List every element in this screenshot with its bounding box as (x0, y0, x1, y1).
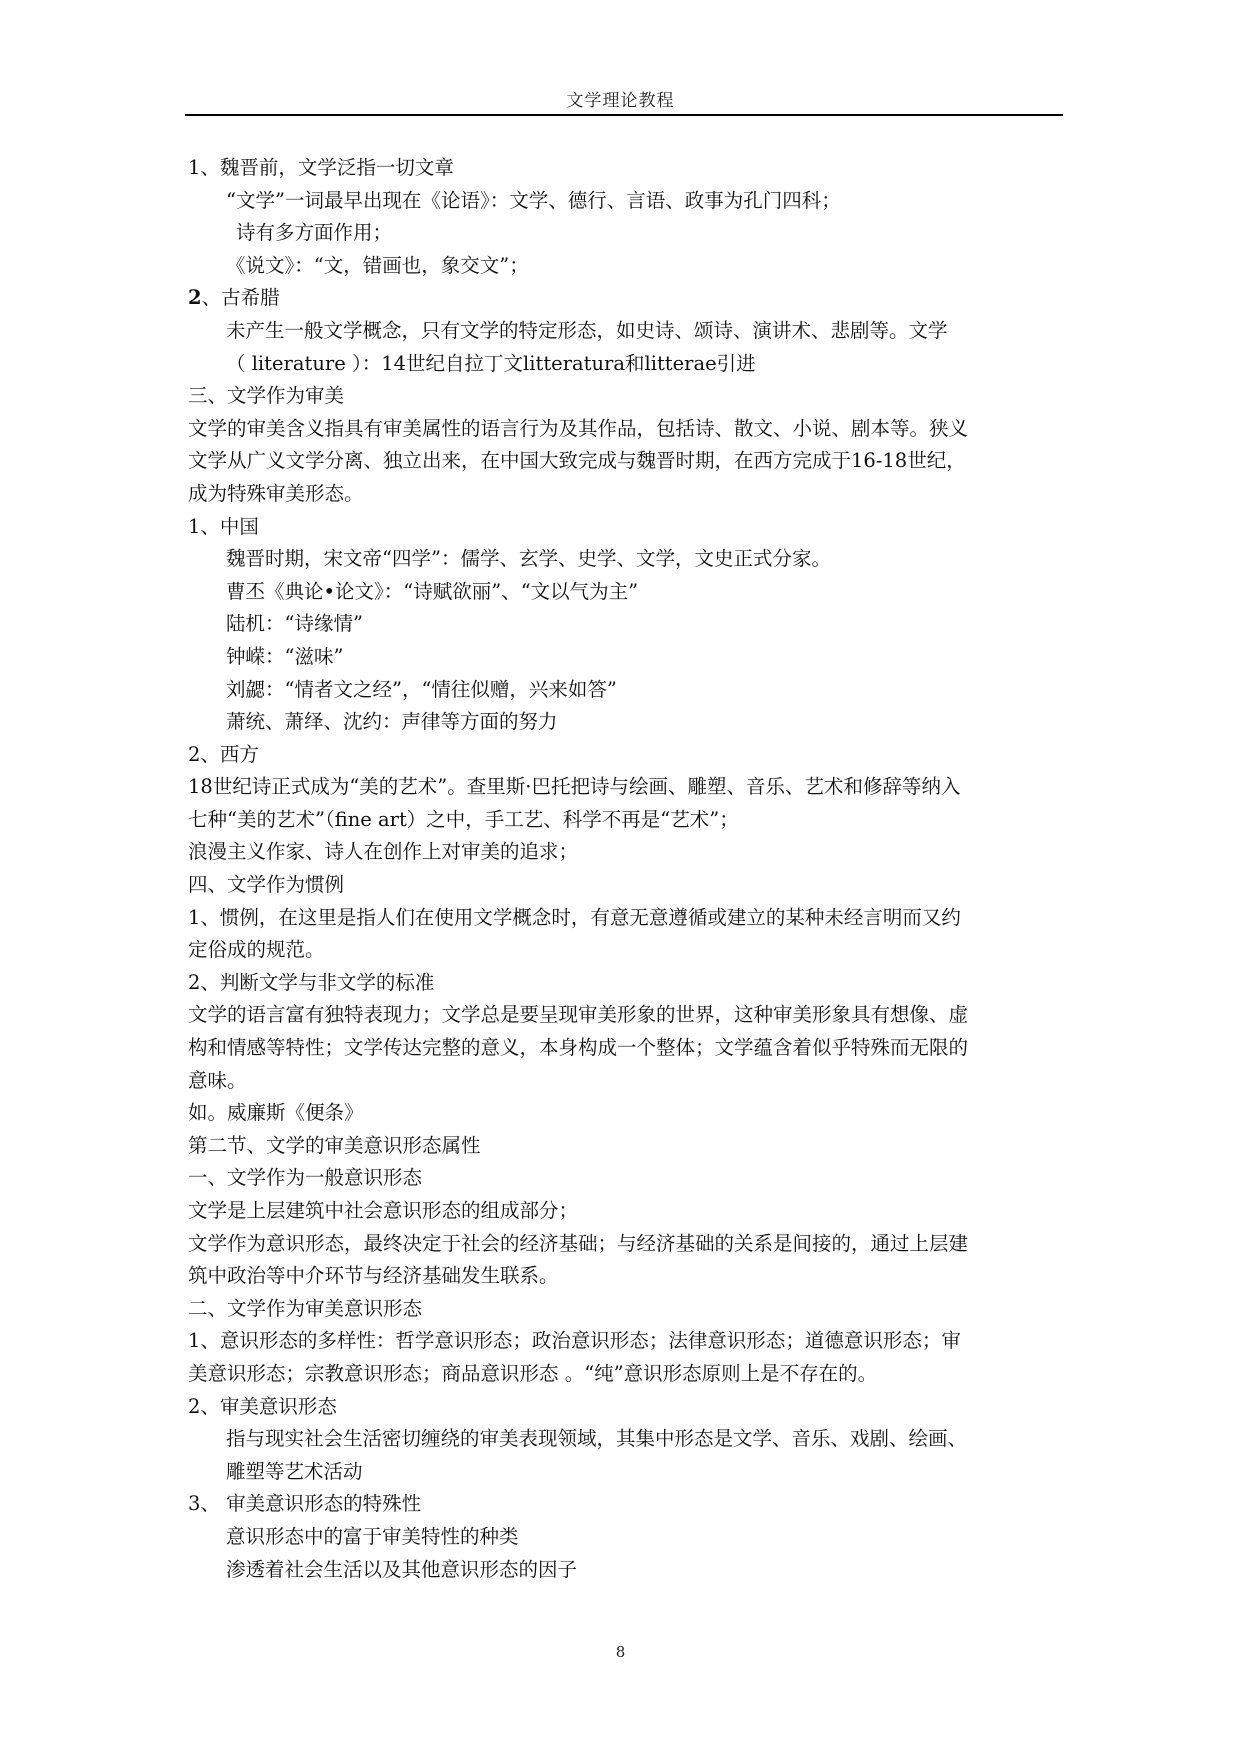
header-divider (185, 114, 1063, 116)
item-label: 、古希腊 (201, 286, 280, 310)
text-line: “文学”一词最早出现在《论语》：文学、德行、言语、政事为孔门四科； (226, 188, 841, 212)
text-line: 1、意识形态的多样性：哲学意识形态；政治意识形态；法律意识形态；道德意识形态；审 (188, 1329, 961, 1353)
text-line: 萧统、萧绎、沈约：声律等方面的努力 (226, 710, 558, 734)
text-line: 二、文学作为审美意识形态 (188, 1296, 423, 1320)
text-line: 1、魏晋前，文学泛指一切文章 (188, 156, 454, 179)
text-line: 意味。 (188, 1068, 247, 1092)
text-line: 文学是上层建筑中社会意识形态的组成部分； (188, 1199, 579, 1222)
text-line (188, 282, 1066, 315)
text-line: 文学的语言富有独特表现力；文学总是要呈现审美形象的世界，这种审美形象具有想像、虚 (188, 1003, 969, 1027)
text-line: 魏晋时期，宋文帝“四学”：儒学、玄学、史学、文学，文史正式分家。 (226, 547, 831, 571)
text-line: 渗透着社会生活以及其他意识形态的因子 (226, 1557, 578, 1581)
text-line: 文学从广义文学分离、独立出来，在中国大致完成与魏晋时期，在西方完成于16-18世纪， (188, 449, 966, 473)
page-body (188, 152, 1066, 1586)
text-line: 文学的审美含义指具有审美属性的语言行为及其作品，包括诗、散文、小说、剧本等。狭义 (188, 416, 969, 440)
text-line: 刘勰：“情者文之经”，“情往似赠，兴来如答” (226, 677, 617, 701)
text-line: 七种“美的艺术”（fine art）之中，手工艺、科学不再是“艺术”； (188, 807, 739, 831)
text-line: 2、西方 (188, 742, 259, 766)
text-line: 钟嵘：“滋味” (226, 644, 344, 668)
text-line: 文学作为意识形态，最终决定于社会的经济基础；与经济基础的关系是间接的，通过上层建 (188, 1231, 969, 1255)
text-line: 美意识形态；宗教意识形态；商品意识形态 。“纯”意识形态原则上是不存在的。 (188, 1361, 878, 1385)
text-line: 成为特殊审美形态。 (188, 481, 364, 505)
text-line: 指与现实社会生活密切缠绕的审美表现领域，其集中形态是文学、音乐、戏剧、绘画、 (226, 1427, 968, 1451)
text-line: 三、文学作为审美 (188, 384, 345, 408)
text-line: 第二节、文学的审美意识形态属性 (188, 1133, 481, 1157)
text-line: 陆机：“诗缘情” (226, 612, 363, 636)
text-line: 雕塑等艺术活动 (226, 1459, 363, 1483)
text-line: 定俗成的规范。 (188, 938, 325, 962)
text-line: 未产生一般文学概念，只有文学的特定形态，如史诗、颂诗、演讲术、悲剧等。文学 (226, 318, 948, 342)
text-line: 如。威廉斯《便条》 (188, 1101, 364, 1125)
text-line: 曹丕《典论•论文》：“诗赋欲丽”、“文以气为主” (226, 579, 639, 603)
text-line: 一、文学作为一般意识形态 (188, 1166, 423, 1190)
running-header-title: 文学理论教程 (566, 91, 675, 111)
text-line: 《说文》：“文，错画也，象交文”； (226, 253, 529, 277)
text-line: 2、判断文学与非文学的标准 (188, 970, 435, 994)
text-line: 构和情感等特性；文学传达完整的意义，本身构成一个整体；文学蕴含着似乎特殊而无限的 (188, 1036, 969, 1060)
text-line: 2、审美意识形态 (188, 1394, 337, 1418)
text-line: 意识形态中的富于审美特性的种类 (226, 1524, 519, 1548)
item-number: 2 (188, 286, 202, 310)
page-number: 8 (615, 1643, 626, 1661)
text-line: 1、惯例，在这里是指人们在使用文学概念时，有意无意遵循或建立的某种未经言明而又约 (188, 905, 961, 929)
text-line: 18世纪诗正式成为“美的艺术”。查里斯·巴托把诗与绘画、雕塑、音乐、艺术和修辞等纳入 (188, 775, 961, 799)
text-line: 四、文学作为惯例 (188, 873, 345, 897)
text-line: 浪漫主义作家、诗人在创作上对审美的追求； (188, 840, 579, 864)
text-line: 1、中国 (188, 514, 259, 538)
text-line: 诗有多方面作用； (236, 221, 393, 245)
text-line: 3、 审美意识形态的特殊性 (188, 1492, 422, 1516)
text-line: （ literature ）：14世纪自拉丁文litteratura和litterae引进 (226, 351, 756, 375)
text-line: 筑中政治等中介环节与经济基础发生联系。 (188, 1264, 559, 1288)
